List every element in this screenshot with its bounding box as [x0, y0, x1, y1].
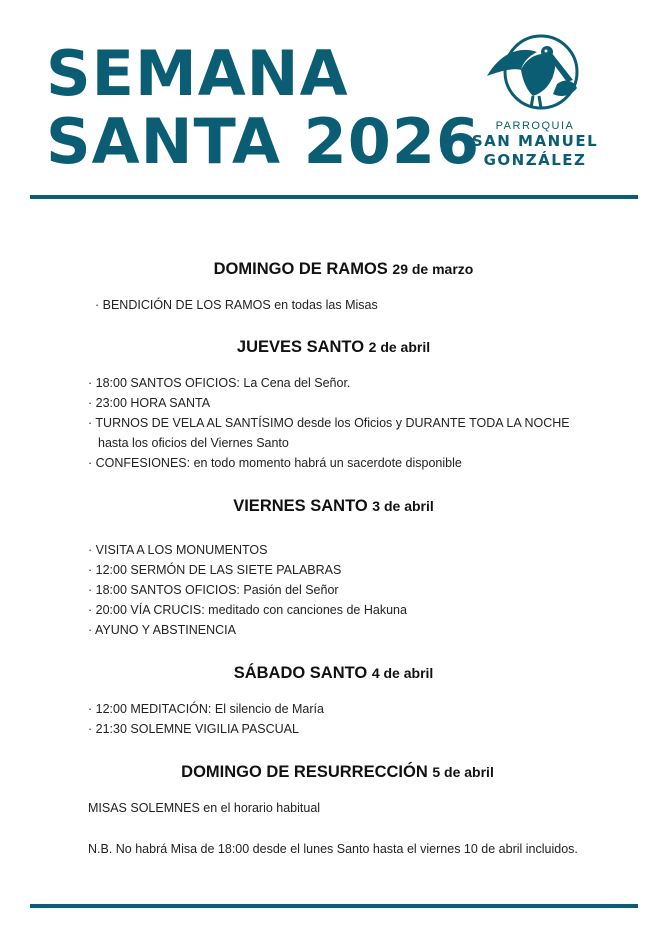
- logo-line-parroquia: PARROQUIA: [495, 120, 575, 132]
- page-title: [46, 37, 481, 178]
- logo-line-gonzalez: GONZÁLEZ: [483, 151, 587, 169]
- section-date: 2 de abril: [368, 339, 431, 355]
- list-item: · CONFESIONES: en todo momento habrá un sacerdote disponible: [88, 456, 462, 470]
- top-divider: [30, 195, 638, 199]
- pelican-icon: [481, 32, 589, 112]
- bottom-divider: [30, 904, 638, 908]
- section-jueves-santo: [0, 338, 667, 473]
- section-sabado-santo: [0, 664, 667, 739]
- section-viernes-santo: [0, 497, 667, 640]
- section-heading: [0, 664, 667, 683]
- list-item: · AYUNO Y ABSTINENCIA: [88, 623, 236, 637]
- title-line-1: SEMANA: [46, 37, 349, 110]
- list-item: · TURNOS DE VELA AL SANTÍSIMO desde los Oficios y DURANTE TODA LA NOCHE: [88, 416, 570, 430]
- section-heading: [0, 497, 667, 516]
- list-item: · 18:00 SANTOS OFICIOS: Pasión del Señor: [88, 583, 339, 597]
- footnote: N.B. No habrá Misa de 18:00 desde el lunes Santo hasta el viernes 10 de abril incluidos.: [88, 842, 578, 856]
- list-item: · 23:00 HORA SANTA: [88, 396, 211, 410]
- section-heading: [0, 763, 667, 782]
- list-item: · 12:00 SERMÓN DE LAS SIETE PALABRAS: [88, 563, 342, 577]
- section-heading: [0, 338, 667, 357]
- parish-logo: [470, 32, 600, 170]
- list-item: MISAS SOLEMNES en el horario habitual: [88, 801, 321, 815]
- logo-line-san-manuel: SAN MANUEL: [471, 132, 599, 150]
- section-title: SÁBADO SANTO: [233, 664, 368, 682]
- section-domingo-ramos: [0, 260, 667, 315]
- section-heading: [0, 260, 667, 279]
- section-title: DOMINGO DE RESURRECCIÓN: [181, 763, 428, 781]
- list-item: · BENDICIÓN DE LOS RAMOS en todas las Misas: [95, 298, 378, 312]
- list-item: · 20:00 VÍA CRUCIS: meditado con canciones de Hakuna: [88, 603, 407, 617]
- section-date: 29 de marzo: [392, 261, 474, 277]
- section-date: 3 de abril: [372, 498, 434, 514]
- title-line-2: SANTA 2026: [46, 105, 481, 178]
- list-item: hasta los oficios del Viernes Santo: [98, 436, 289, 450]
- section-domingo-resurreccion: [0, 763, 667, 818]
- section-title: DOMINGO DE RAMOS: [213, 260, 388, 278]
- list-item: · 12:00 MEDITACIÓN: El silencio de María: [88, 702, 324, 716]
- section-title: VIERNES SANTO: [233, 497, 368, 515]
- section-date: 5 de abril: [432, 764, 494, 780]
- list-item: · 21:30 SOLEMNE VIGILIA PASCUAL: [88, 722, 299, 736]
- section-date: 4 de abril: [371, 665, 434, 681]
- list-item: · VISITA A LOS MONUMENTOS: [88, 543, 268, 557]
- section-title: JUEVES SANTO: [236, 338, 365, 356]
- list-item: · 18:00 SANTOS OFICIOS: La Cena del Señor.: [88, 376, 351, 390]
